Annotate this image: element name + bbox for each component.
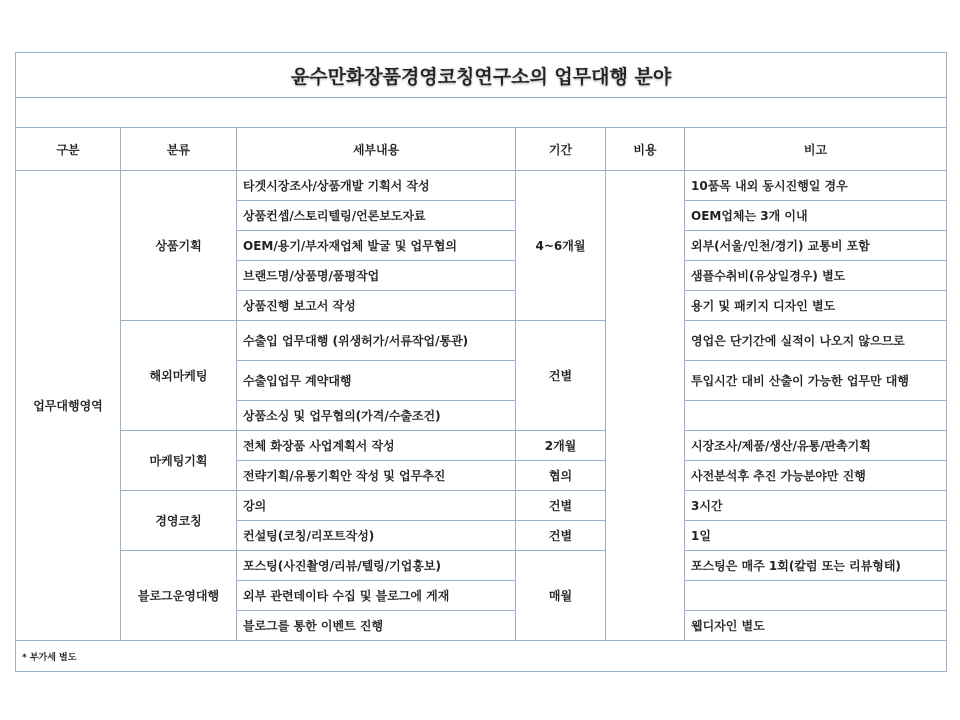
- note-cell: [685, 401, 947, 431]
- header-category: 구분: [16, 128, 121, 171]
- detail-cell: 브랜드명/상품명/품평작업: [237, 261, 516, 291]
- note-cell: 1일: [685, 521, 947, 551]
- detail-cell: 수출입업무 계약대행: [237, 361, 516, 401]
- footnote: * 부가세 별도: [16, 641, 947, 672]
- detail-cell: 강의: [237, 491, 516, 521]
- note-cell: 10품목 내외 동시진행일 경우: [685, 171, 947, 201]
- category-cell: 업무대행영역: [16, 171, 121, 641]
- note-cell: 사전분석후 추진 가능분야만 진행: [685, 461, 947, 491]
- note-cell: OEM업체는 3개 이내: [685, 201, 947, 231]
- detail-cell: 상품소싱 및 업무협의(가격/수출조건): [237, 401, 516, 431]
- header-type: 분류: [121, 128, 237, 171]
- period-cell: 건별: [516, 521, 606, 551]
- note-cell: 포스팅은 매주 1회(칼럼 또는 리뷰형태): [685, 551, 947, 581]
- group-marketing-name: 마케팅기획: [121, 431, 237, 491]
- table-row: [16, 171, 947, 201]
- group-blog-period: 매월: [516, 551, 606, 641]
- group-blog-name: 블로그운영대행: [121, 551, 237, 641]
- group-product-name: 상품기획: [121, 171, 237, 321]
- table-row: [16, 551, 947, 581]
- detail-cell: 외부 관련데이타 수집 및 블로그에 게재: [237, 581, 516, 611]
- service-table: [15, 52, 947, 672]
- detail-cell: 전체 화장품 사업계획서 작성: [237, 431, 516, 461]
- detail-cell: 상품컨셉/스토리텔링/언론보도자료: [237, 201, 516, 231]
- period-cell: 2개월: [516, 431, 606, 461]
- group-overseas-name: 해외마케팅: [121, 321, 237, 431]
- group-product-period: 4~6개월: [516, 171, 606, 321]
- group-overseas-period: 건별: [516, 321, 606, 431]
- detail-cell: 포스팅(사진촬영/리뷰/텔링/기업홍보): [237, 551, 516, 581]
- group-coaching-name: 경영코칭: [121, 491, 237, 551]
- note-cell: 투입시간 대비 산출이 가능한 업무만 대행: [685, 361, 947, 401]
- detail-cell: 수출입 업무대행 (위생허가/서류작업/통관): [237, 321, 516, 361]
- detail-cell: 컨설팅(코칭/리포트작성): [237, 521, 516, 551]
- table-title: 윤수만화장품경영코칭연구소의 업무대행 분야: [16, 53, 947, 98]
- detail-cell: 블로그를 통한 이벤트 진행: [237, 611, 516, 641]
- note-cell: 용기 및 패키지 디자인 별도: [685, 291, 947, 321]
- note-cell: 3시간: [685, 491, 947, 521]
- note-cell: 웹디자인 별도: [685, 611, 947, 641]
- header-period: 기간: [516, 128, 606, 171]
- note-cell: 샘플수취비(유상일경우) 별도: [685, 261, 947, 291]
- note-cell: 외부(서울/인천/경기) 교통비 포함: [685, 231, 947, 261]
- header-note: 비고: [685, 128, 947, 171]
- period-cell: 건별: [516, 491, 606, 521]
- cost-cell: [606, 171, 685, 641]
- table-row: [16, 491, 947, 521]
- period-cell: 협의: [516, 461, 606, 491]
- detail-cell: 타겟시장조사/상품개발 기획서 작성: [237, 171, 516, 201]
- note-cell: [685, 581, 947, 611]
- detail-cell: 상품진행 보고서 작성: [237, 291, 516, 321]
- table-row: [16, 431, 947, 461]
- note-cell: 영업은 단기간에 실적이 나오지 않으므로: [685, 321, 947, 361]
- table-row: [16, 321, 947, 361]
- header-row: [16, 128, 947, 171]
- blank-row: [16, 98, 947, 128]
- detail-cell: 전략기획/유통기획안 작성 및 업무추진: [237, 461, 516, 491]
- header-detail: 세부내용: [237, 128, 516, 171]
- header-cost: 비용: [606, 128, 685, 171]
- detail-cell: OEM/용기/부자재업체 발굴 및 업무협의: [237, 231, 516, 261]
- note-cell: 시장조사/제품/생산/유통/판촉기획: [685, 431, 947, 461]
